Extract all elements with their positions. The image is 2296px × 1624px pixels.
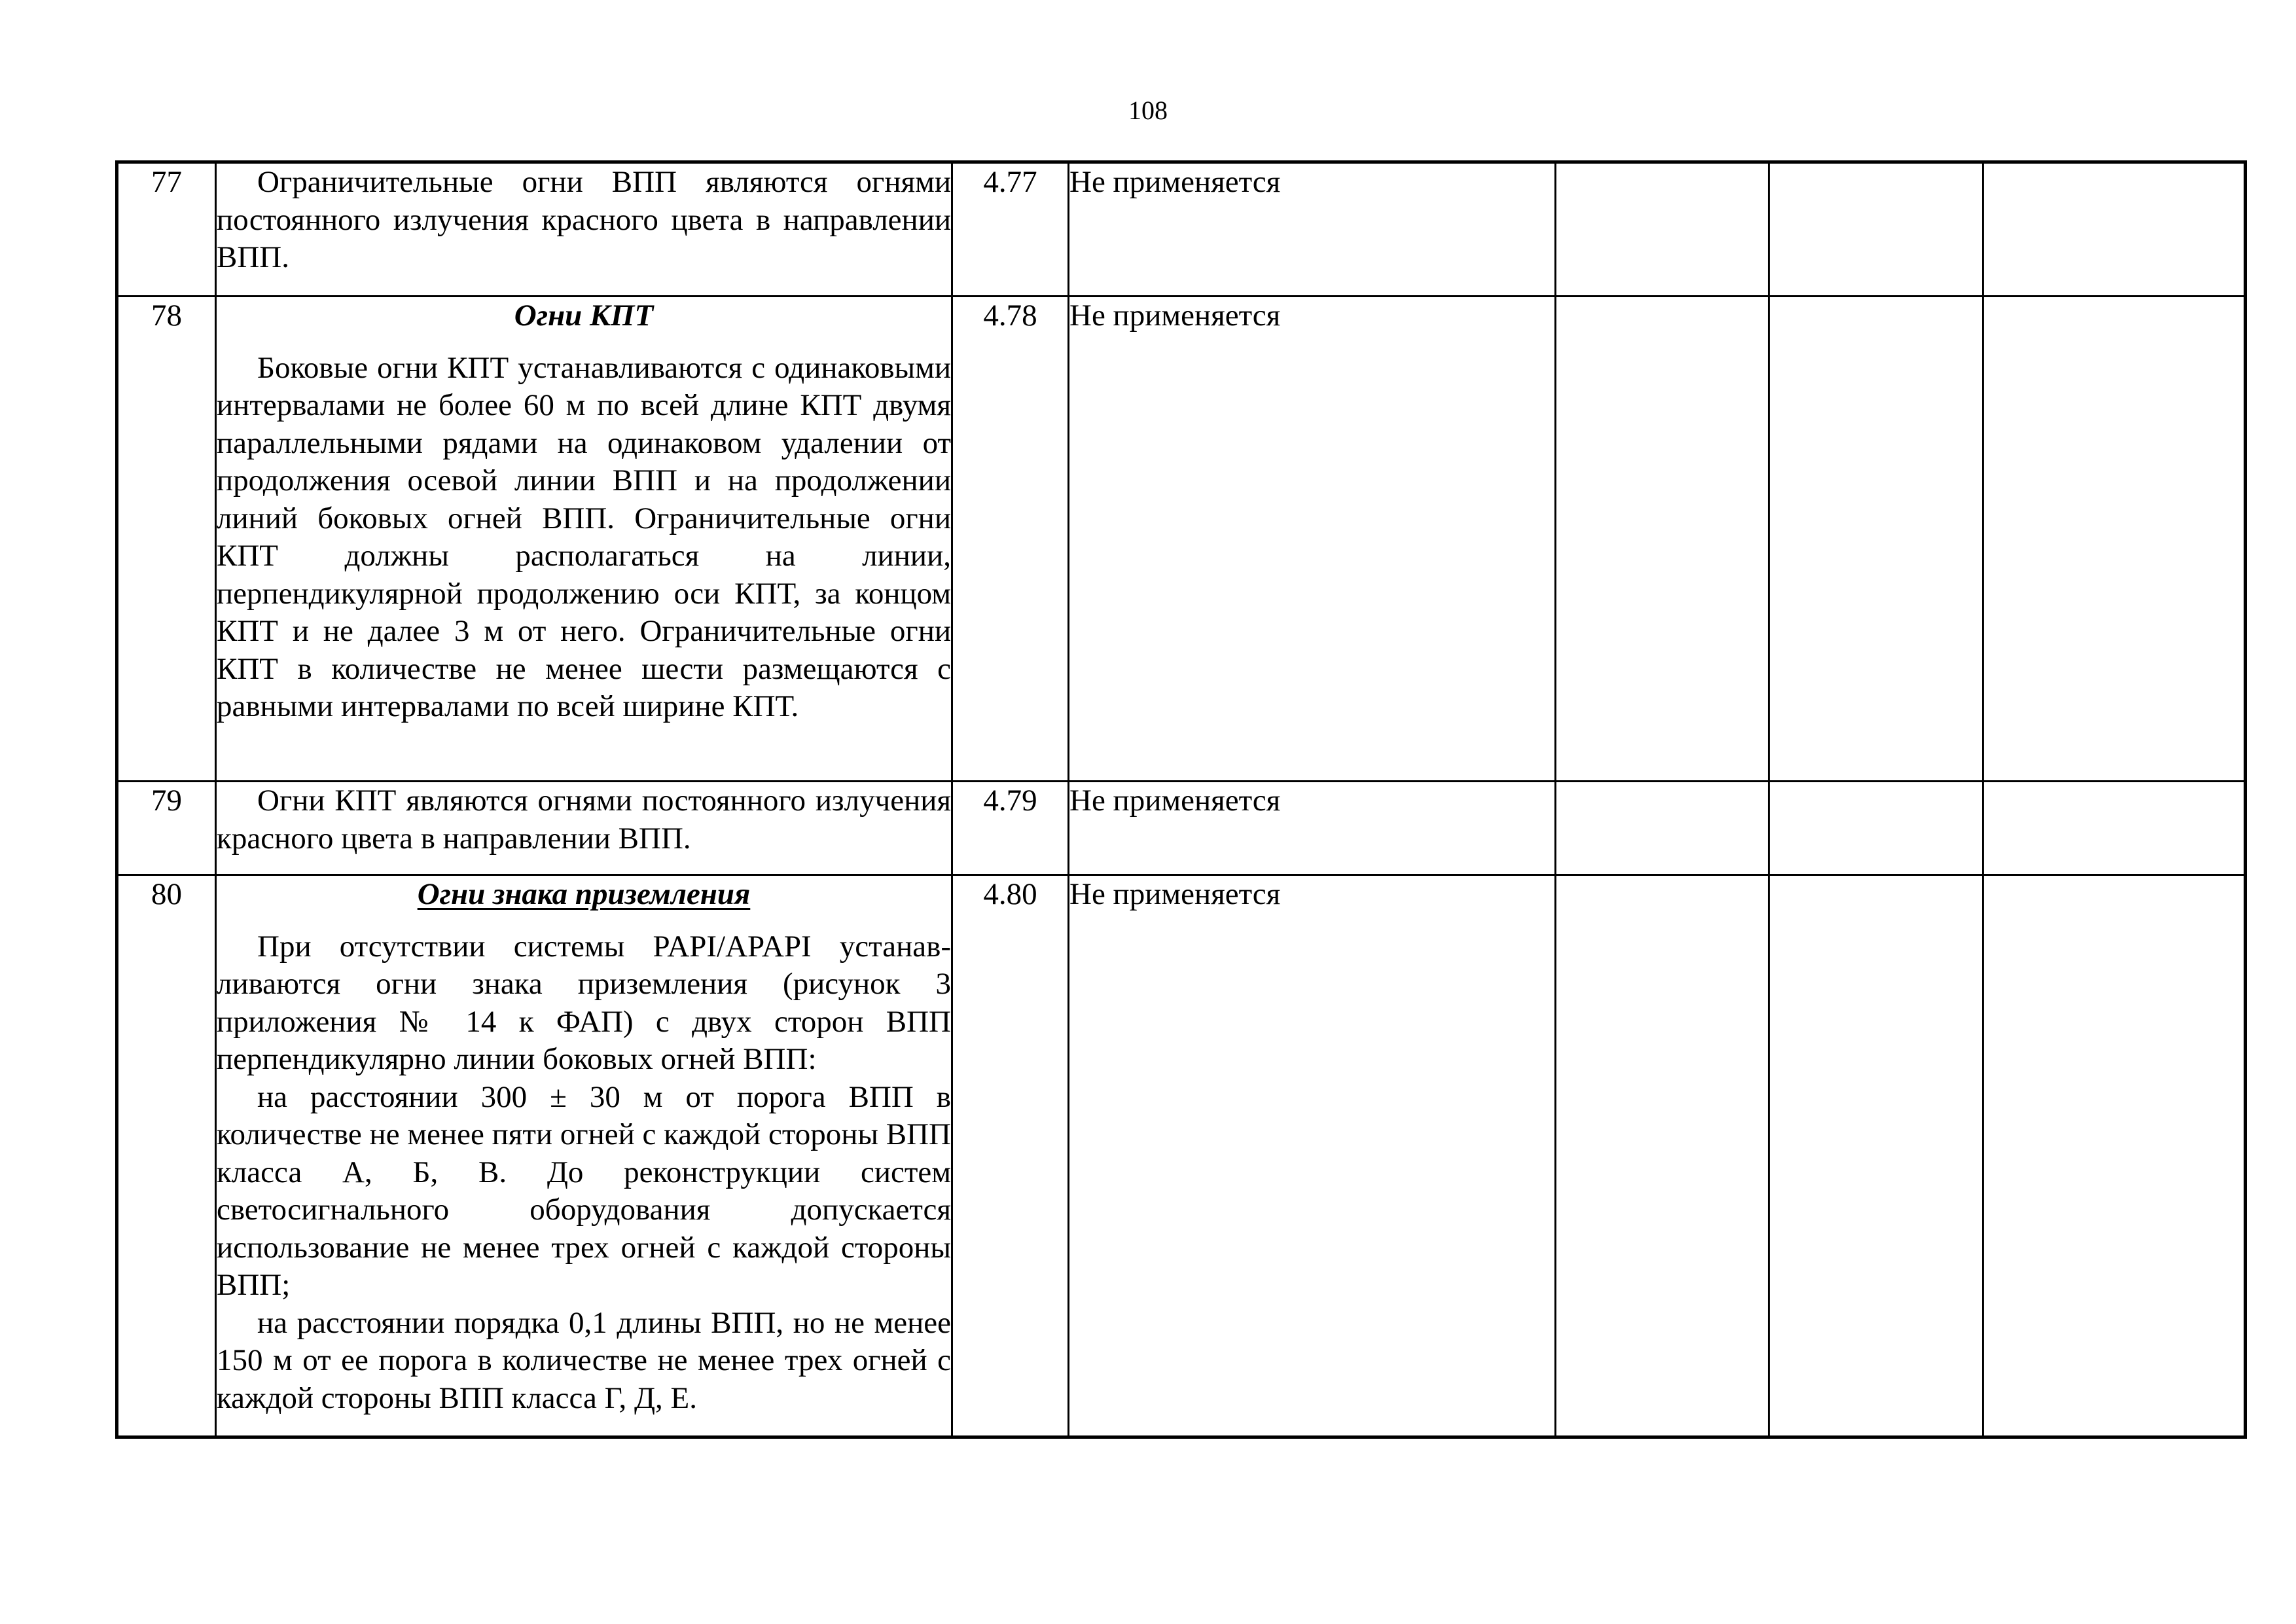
table-row <box>117 875 2246 1437</box>
row-number: 78 <box>117 297 216 782</box>
page-number: 108 <box>1128 96 1168 125</box>
requirements-table <box>115 160 2247 1439</box>
status-cell: Не применяется <box>1069 297 1556 782</box>
status-cell: Не применяется <box>1069 782 1556 875</box>
empty-cell <box>1983 875 2246 1437</box>
table-row <box>117 297 2246 782</box>
clause-reference: 4.80 <box>952 875 1069 1437</box>
empty-cell <box>1769 782 1983 875</box>
requirement-text: При отсутствии системы PAPI/APAPI устанав-ливаются огни знака приземления (рисунок 3 приложения № 14 к ФАП) с двух сторон ВПП перпендикулярно линии боковых огней ВПП: <box>217 929 951 1076</box>
clause-reference: 4.77 <box>952 162 1069 297</box>
row-number: 80 <box>117 875 216 1437</box>
row-number: 77 <box>117 162 216 297</box>
table-row <box>117 162 2246 297</box>
section-heading: Огни знака приземления <box>417 877 751 911</box>
requirement-text: на расстоянии порядка 0,1 длины ВПП, но не менее 150 м от ее порога в количестве не менее трех огней с каждой стороны ВПП класса Г, Д, Е. <box>217 1305 951 1415</box>
requirement-text: Ограничительные огни ВПП являются огнями постоянного излучения красного цвета в направлении ВПП. <box>217 165 951 274</box>
empty-cell <box>1769 297 1983 782</box>
clause-reference: 4.79 <box>952 782 1069 875</box>
requirement-cell <box>216 782 952 875</box>
empty-cell <box>1556 782 1769 875</box>
section-heading: Огни КПТ <box>514 298 654 333</box>
requirement-cell <box>216 297 952 782</box>
empty-cell <box>1769 875 1983 1437</box>
status-cell: Не применяется <box>1069 875 1556 1437</box>
requirement-text: Огни КПТ являются огнями постоянного излучения красного цвета в направлении ВПП. <box>217 784 951 856</box>
empty-cell <box>1556 875 1769 1437</box>
requirement-text: на расстоянии 300 ± 30 м от порога ВПП в количестве не менее пяти огней с каждой стороны ВПП класса А, Б, В. До реконструкции систем светосигнального оборудования допускается использование не менее трех огней с каждой стороны ВПП; <box>217 1079 951 1302</box>
requirement-cell <box>216 875 952 1437</box>
empty-cell <box>1556 297 1769 782</box>
requirement-text: Боковые огни КПТ устанавливаются с одинаковыми интервалами не более 60 м по всей длине КПТ двумя параллельными рядами на одинаковом удалении от продолжения осевой линии ВПП и на продолжении линий боковых огней ВПП. Ограничительные огни КПТ должны располагаться на линии, перпендикулярной продолжению оси КПТ, за концом КПТ и не далее 3 м от него. Ограничительные огни КПТ в количестве не менее шести размещаются с равными интервалами по всей ширине КПТ. <box>217 350 951 723</box>
table-row <box>117 782 2246 875</box>
clause-reference: 4.78 <box>952 297 1069 782</box>
empty-cell <box>1983 782 2246 875</box>
status-cell: Не применяется <box>1069 162 1556 297</box>
empty-cell <box>1556 162 1769 297</box>
empty-cell <box>1983 162 2246 297</box>
empty-cell <box>1769 162 1983 297</box>
empty-cell <box>1983 297 2246 782</box>
requirement-cell <box>216 162 952 297</box>
row-number: 79 <box>117 782 216 875</box>
